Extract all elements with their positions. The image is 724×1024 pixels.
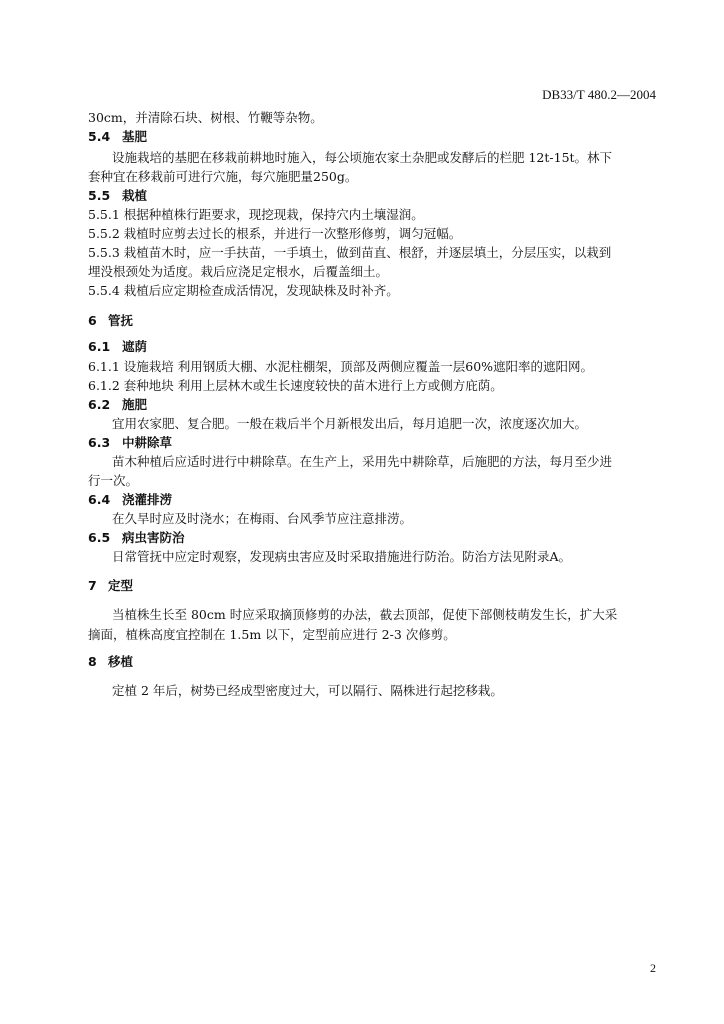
clause-line: 6.1.1 设施栽培 利用钢质大棚、水泥柱棚架，顶部及两侧应覆盖一层60%遮阳率的遮阳网。 [88, 359, 594, 374]
section-number: 6.2 [88, 397, 111, 412]
paragraph-line: 摘面，植株高度宜控制在 1.5m 以下，定型前应进行 2-3 次修剪。 [88, 627, 456, 642]
section-heading [88, 492, 172, 508]
section-number: 6.4 [88, 492, 111, 507]
section-title: 遮荫 [122, 339, 148, 354]
paragraph-line: 行一次。 [88, 473, 139, 488]
chapter-heading [88, 578, 133, 594]
section-title: 基肥 [122, 129, 148, 144]
clause-line: 6.1.2 套种地块 利用上层林木或生长速度较快的苗木进行上方或侧方庇荫。 [88, 378, 503, 393]
section-number: 6.5 [88, 530, 111, 545]
clause-line: 5.5.4 栽植后应定期检查成活情况，发现缺株及时补齐。 [88, 283, 399, 298]
clause-line: 埋没根颈处为适度。栽后应浇足定根水，后覆盖细土。 [88, 264, 389, 279]
section-heading [88, 188, 147, 204]
chapter-title: 管抚 [108, 313, 134, 328]
section-title: 病虫害防治 [122, 530, 185, 545]
paragraph-line: 套种宜在移栽前可进行穴施，每穴施肥量250g。 [88, 169, 358, 184]
chapter-heading [88, 654, 133, 670]
clause-line: 5.5.3 栽植苗木时，应一手扶苗，一手填土，做到苗直、根舒，并逐层填土，分层压实，以栽到 [88, 245, 612, 260]
paragraph-line: 苗木种植后应适时进行中耕除草。在生产上，采用先中耕除草，后施肥的方法，每月至少进 [112, 454, 613, 469]
section-heading [88, 339, 147, 355]
paragraph-line: 定植 2 年后，树势已经成型密度过大，可以隔行、隔株进行起挖移栽。 [112, 683, 503, 698]
clause-line: 5.5.2 栽植时应剪去过长的根系，并进行一次整形修剪，调匀冠幅。 [88, 226, 462, 241]
document-code: DB33/T 480.2—2004 [542, 87, 656, 102]
section-number: 6.1 [88, 339, 111, 354]
paragraph-line: 在久旱时应及时浇水；在梅雨、台风季节应注意排涝。 [112, 511, 413, 526]
section-title: 栽植 [122, 188, 148, 203]
section-heading [88, 435, 172, 451]
section-title: 施肥 [122, 397, 148, 412]
section-heading [88, 530, 185, 546]
section-number: 5.5 [88, 188, 111, 203]
section-heading [88, 129, 147, 145]
section-number: 6.3 [88, 435, 111, 450]
section-heading [88, 397, 147, 413]
page-number: 2 [650, 961, 656, 975]
section-title: 浇灌排涝 [122, 492, 173, 507]
paragraph-line: 宜用农家肥、复合肥。一般在栽后半个月新根发出后，每月追肥一次，浓度逐次加大。 [112, 416, 588, 431]
paragraph-line: 设施栽培的基肥在移栽前耕地时施入，每公顷施农家土杂肥或发酵后的栏肥 12t-15t。林下 [112, 150, 613, 165]
chapter-number: 6 [88, 313, 97, 328]
chapter-heading [88, 313, 133, 329]
chapter-title: 定型 [108, 578, 134, 593]
paragraph-line: 日常管抚中应定时观察，发现病虫害应及时采取措施进行防治。防治方法见附录A。 [112, 549, 572, 564]
section-number: 5.4 [88, 129, 111, 144]
text-line: 30cm，并清除石块、树根、竹鞭等杂物。 [88, 110, 323, 125]
chapter-number: 8 [88, 654, 97, 669]
paragraph-line: 当植株生长至 80cm 时应采取摘顶修剪的办法，截去顶部，促使下部侧枝萌发生长，扩大采 [112, 607, 618, 622]
chapter-number: 7 [88, 578, 97, 593]
chapter-title: 移植 [108, 654, 134, 669]
section-title: 中耕除草 [122, 435, 173, 450]
clause-line: 5.5.1 根据种植株行距要求，现挖现栽，保持穴内土壤湿润。 [88, 207, 424, 222]
